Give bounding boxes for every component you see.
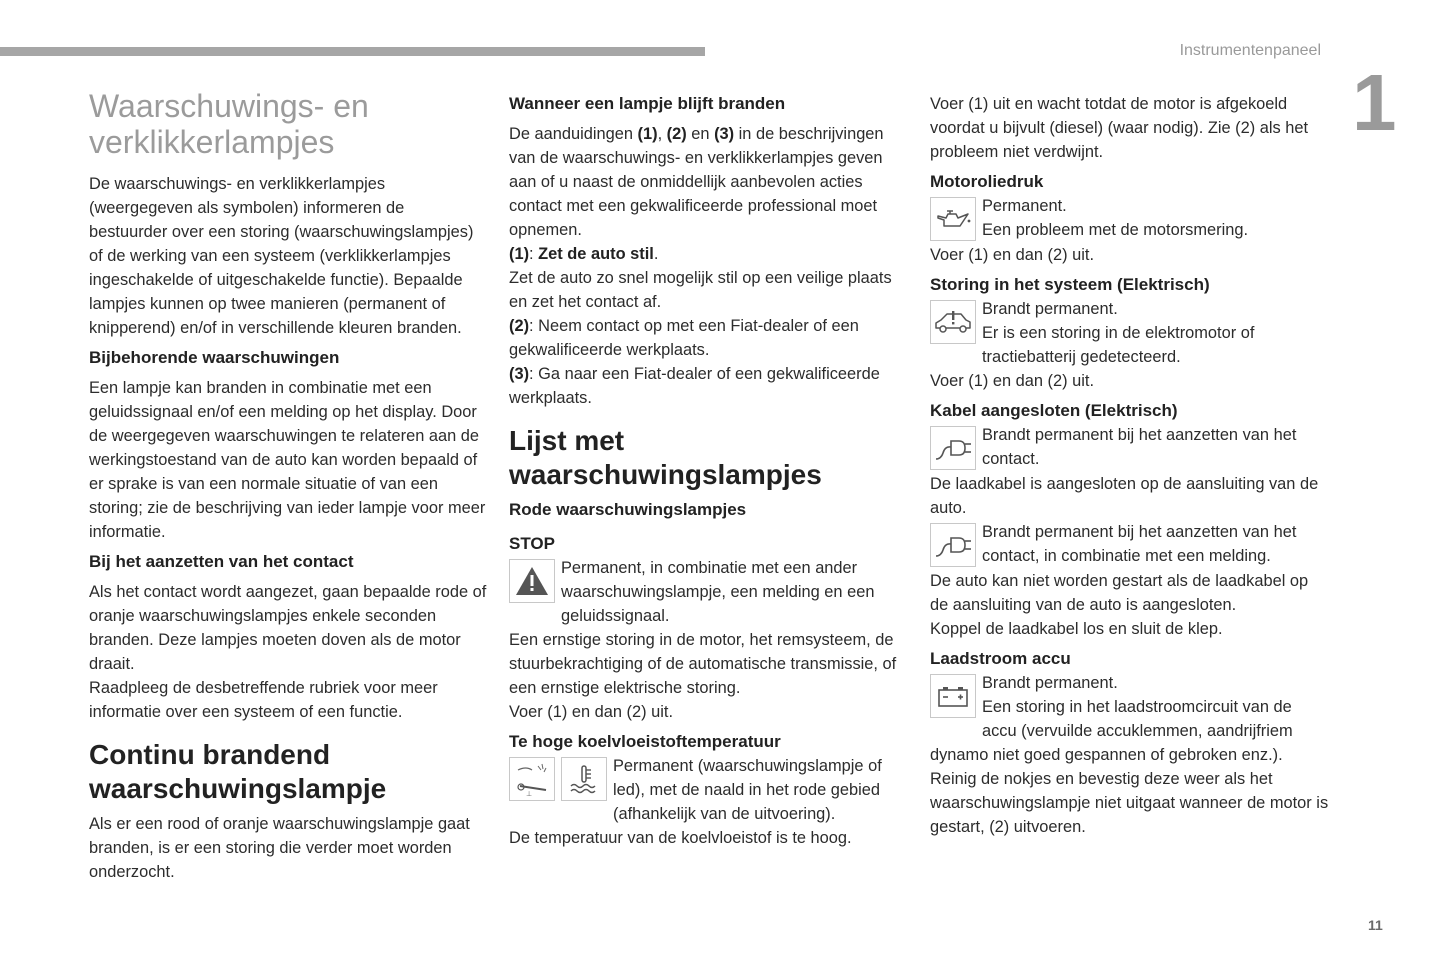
action-item-1: (1): Zet de auto stil. bbox=[509, 245, 659, 263]
paragraph-aanzetten-2: Raadpleeg de desbetreffende rubriek voor meer informatie over een systeem of een functie. bbox=[89, 679, 438, 721]
battery-icon bbox=[930, 674, 976, 718]
kabel-description-2: De laadkabel is aangesloten op de aansluiting van de auto. bbox=[930, 475, 1319, 517]
paragraph-voer: Voer (1) uit en wacht totdat de motor is afgekoeld voordat u bijvult (diesel) (waar nodig). Zie (2) als het probleem niet verdwijnt. bbox=[930, 95, 1309, 161]
heading-koelvloeistof: Te hoge koelvloeistoftemperatuur bbox=[509, 732, 781, 751]
heading-lijst: Lijst met waarschuwingslampjes bbox=[509, 425, 822, 490]
heading-continu: Continu brandend waarschuwingslampje bbox=[89, 739, 387, 804]
heading-motoroliedruk: Motoroliedruk bbox=[930, 172, 1044, 191]
oliedruk-description-2: Een probleem met de motorsmering. bbox=[982, 221, 1249, 239]
oil-can-icon bbox=[930, 197, 976, 241]
svg-text:⊥: ⊥ bbox=[526, 790, 533, 798]
electric-fault-icon bbox=[930, 300, 976, 344]
stop-description-1: Permanent, in combinatie met een ander waarschuwingslampje, een melding en een geluidssignaal. bbox=[561, 559, 875, 625]
storing-action: Voer (1) en dan (2) uit. bbox=[930, 372, 1094, 390]
heading-laadstroom: Laadstroom accu bbox=[930, 649, 1071, 668]
charging-plug-icon bbox=[930, 426, 976, 470]
heading-bijbehorend: Bijbehorende waarschuwingen bbox=[89, 348, 340, 367]
oliedruk-action: Voer (1) en dan (2) uit. bbox=[930, 246, 1094, 264]
column-3 bbox=[930, 92, 1330, 839]
heading-rode: Rode waarschuwingslampjes bbox=[509, 500, 747, 519]
paragraph-aanzetten-1: Als het contact wordt aangezet, gaan bepaalde rode of oranje waarschuwingslampjes enkele seconden branden. Deze lampjes moeten doven als de motor draait. bbox=[89, 583, 487, 673]
kabel-action: Koppel de laadkabel los en sluit de klep. bbox=[930, 620, 1223, 638]
oliedruk-description-1: Permanent. bbox=[982, 197, 1067, 215]
intro-paragraph: De waarschuwings- en verklikkerlampjes (weergegeven als symbolen) informeren de bestuurder over een storing (waarschuwingslampjes) of de werking van een systeem (verklikkerlampjes ingeschakelde of uitgeschakelde functie). Bepaalde lampjes kunnen op twee manieren (permanent of knipperend) en/of in verschillende kleuren branden. bbox=[89, 175, 474, 337]
kabel-description-4: De auto kan niet worden gestart als de laadkabel op de aansluiting van de auto is aangesloten. bbox=[930, 572, 1309, 614]
laadstroom-description-1: Brandt permanent. bbox=[982, 674, 1118, 692]
heading-aanzetten: Bij het aanzetten van het contact bbox=[89, 552, 354, 571]
koelvloeistof-description-2: De temperatuur van de koelvloeistof is te hoog. bbox=[509, 829, 852, 847]
page-title: Waarschuwings- en verklikkerlampjes bbox=[89, 88, 369, 160]
paragraph-bijbehorend: Een lampje kan branden in combinatie met een geluidssignaal en/of een melding op het display. Door de weergegeven waarschuwingen te relateren aan de werkingstoestand van de auto kan worden bepaald of er sprake is van een normale situatie of van een storing; zie de beschrijving van ieder lampje voor meer informatie. bbox=[89, 379, 486, 541]
stop-action: Voer (1) en dan (2) uit. bbox=[509, 703, 673, 721]
coolant-temperature-icon bbox=[561, 757, 607, 801]
heading-stop: STOP bbox=[509, 534, 555, 553]
warning-triangle-icon bbox=[509, 559, 555, 603]
laadstroom-description-2: Een storing in het laadstroomcircuit van de accu (vervuilde accuklemmen, aandrijfriem dynamo niet goed gespannen of gebroken enz.). bbox=[930, 698, 1293, 764]
charging-plug-icon bbox=[930, 523, 976, 567]
action-item-1-text: Zet de auto zo snel mogelijk stil op een veilige plaats en zet het contact af. bbox=[509, 269, 892, 311]
heading-wanneer: Wanneer een lampje blijft branden bbox=[509, 94, 786, 113]
paragraph-wanneer: De aanduidingen (1), (2) en (3) in de beschrijvingen van de waarschuwings- en verklikkerlampjes geven aan of u naast de onmiddellijk aanbevolen acties contact met een gekwalificeerde professional moet opnemen. bbox=[509, 125, 884, 239]
storing-description-2: Er is een storing in de elektromotor of tractiebatterij gedetecteerd. bbox=[982, 324, 1255, 366]
heading-kabel: Kabel aangesloten (Elektrisch) bbox=[930, 401, 1178, 420]
paragraph-continu: Als er een rood of oranje waarschuwingslampje gaat branden, is er een storing die verder moet worden onderzocht. bbox=[89, 815, 470, 881]
action-item-2: (2): Neem contact op met een Fiat-dealer of een gekwalificeerde werkplaats. bbox=[509, 317, 859, 359]
kabel-description-3: Brandt permanent bij het aanzetten van het contact, in combinatie met een melding. bbox=[982, 523, 1297, 565]
action-item-3: (3): Ga naar een Fiat-dealer of een gekwalificeerde werkplaats. bbox=[509, 365, 880, 407]
kabel-description-1: Brandt permanent bij het aanzetten van het contact. bbox=[982, 426, 1297, 468]
coolant-gauge-icon bbox=[509, 757, 555, 801]
heading-storing: Storing in het systeem (Elektrisch) bbox=[930, 275, 1210, 294]
section-name: Instrumentenpaneel bbox=[1179, 42, 1321, 59]
chapter-number: 1 bbox=[1352, 58, 1394, 147]
column-1 bbox=[89, 88, 487, 884]
storing-description-1: Brandt permanent. bbox=[982, 300, 1118, 318]
header-bar bbox=[0, 47, 705, 56]
column-2 bbox=[509, 92, 909, 850]
stop-description-2: Een ernstige storing in de motor, het remsysteem, de stuurbekrachtiging of de automatische transmissie, of een ernstige elektrische storing. bbox=[509, 631, 897, 697]
laadstroom-action: Reinig de nokjes en bevestig deze weer als het waarschuwingslampje niet uitgaat wanneer de motor is gestart, (2) uitvoeren. bbox=[930, 770, 1329, 836]
page-number: 11 bbox=[1368, 917, 1383, 933]
koelvloeistof-description-1: Permanent (waarschuwingslampje of led), met de naald in het rode gebied (afhankelijk van de uitvoering). bbox=[613, 757, 882, 823]
